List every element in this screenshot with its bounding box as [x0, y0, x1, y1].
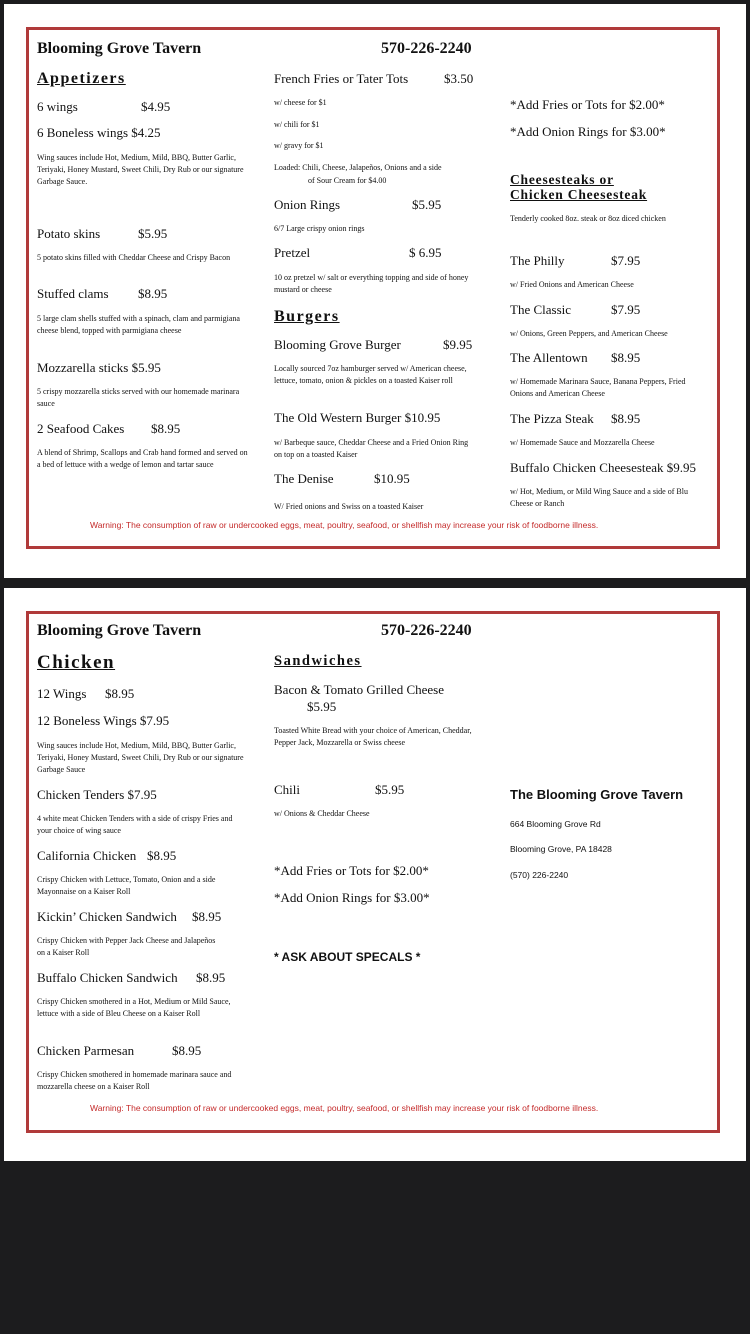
- item-12-wings: 12 Wings: [37, 686, 87, 701]
- mozzarella-sticks-desc: 5 crispy mozzarella sticks served with our homemade marinara sauce: [37, 387, 240, 408]
- loaded-line-2: of Sour Cream for $4.00: [308, 176, 387, 185]
- price-the-pizza-steak: $8.95: [611, 411, 641, 426]
- item-fries: French Fries or Tater Tots: [274, 71, 409, 86]
- option-gravy: w/ gravy for $1: [274, 141, 324, 150]
- food-safety-warning: Warning: The consumption of raw or undercooked eggs, meat, poultry, seafood, or shellfish may increase your risk of foodborne illness.: [90, 1103, 599, 1113]
- chicken-parmesan-desc: Crispy Chicken smothered in homemade marinara sauce and mozzarella cheese on a Kaiser Roll: [37, 1070, 232, 1091]
- tavern-address: 664 Blooming Grove Rd: [510, 819, 601, 829]
- price-pretzel: $ 6.95: [409, 245, 442, 260]
- tavern-city: Blooming Grove, PA 18428: [510, 844, 612, 854]
- item-old-western-burger: The Old Western Burger $10.95: [274, 410, 441, 425]
- add-fries-note: *Add Fries or Tots for $2.00*: [510, 97, 665, 112]
- price-fries: $3.50: [444, 71, 474, 86]
- item-blooming-grove-burger: Blooming Grove Burger: [274, 337, 401, 352]
- item-the-philly: The Philly: [510, 253, 565, 268]
- price-the-allentown: $8.95: [611, 350, 641, 365]
- price-the-philly: $7.95: [611, 253, 641, 268]
- item-onion-rings: Onion Rings: [274, 197, 341, 212]
- price-buffalo-chicken-sandwich: $8.95: [196, 970, 226, 985]
- the-allentown-desc: w/ Homemade Marinara Sauce, Banana Peppers, Fried Onions and American Cheese: [510, 377, 686, 398]
- price-chili: $5.95: [375, 782, 405, 797]
- price-blooming-grove-burger: $9.95: [443, 337, 473, 352]
- chili-desc: w/ Onions & Cheddar Cheese: [274, 809, 370, 818]
- phone-number: 570-226-2240: [381, 622, 472, 639]
- price-chicken-parmesan: $8.95: [172, 1043, 202, 1058]
- wing-sauces-desc: Wing sauces include Hot, Medium, Mild, BBQ, Butter Garlic, Teriyaki, Honey Mustard, Sweet Chili, Dry Rub or our signature Garbage Sauce: [37, 741, 244, 774]
- pretzel-desc: 10 oz pretzel w/ salt or everything topping and side of honey mustard or cheese: [274, 273, 469, 294]
- price-stuffed-clams: $8.95: [138, 286, 168, 301]
- wing-sauces-desc: Wing sauces include Hot, Medium, Mild, BBQ, Butter Garlic, Teriyaki, Honey Mustard, Sweet Chili, Dry Rub or our signature Garbage Sauce.: [37, 153, 244, 186]
- item-6-boneless-wings: 6 Boneless wings $4.25: [37, 125, 161, 140]
- loaded-line-1: Loaded: Chili, Cheese, Jalapeños, Onions and a side: [274, 163, 442, 172]
- item-seafood-cakes: 2 Seafood Cakes: [37, 421, 125, 436]
- cheesesteaks-desc: Tenderly cooked 8oz. steak or 8oz diced chicken: [510, 214, 666, 223]
- appetizers-heading: Appetizers: [37, 70, 126, 87]
- price-potato-skins: $5.95: [138, 226, 168, 241]
- item-mozzarella-sticks: Mozzarella sticks $5.95: [37, 360, 161, 375]
- item-kickin-chicken-sandwich: Kickin’ Chicken Sandwich: [37, 909, 177, 924]
- item-the-allentown: The Allentown: [510, 350, 588, 365]
- burgers-heading: Burgers: [274, 308, 340, 325]
- buffalo-chicken-cheesesteak-desc: w/ Hot, Medium, or Mild Wing Sauce and a side of Blu Cheese or Ranch: [510, 487, 688, 508]
- phone-number: 570-226-2240: [381, 40, 472, 57]
- item-potato-skins: Potato skins: [37, 226, 101, 241]
- the-classic-desc: w/ Onions, Green Peppers, and American Cheese: [510, 329, 668, 338]
- item-california-chicken: California Chicken: [37, 848, 137, 863]
- item-the-pizza-steak: The Pizza Steak: [510, 411, 594, 426]
- item-bacon-tomato-grilled-cheese: Bacon & Tomato Grilled Cheese: [274, 682, 444, 697]
- price-the-denise: $10.95: [374, 471, 410, 486]
- potato-skins-desc: 5 potato skins filled with Cheddar Cheese and Crispy Bacon: [37, 253, 231, 262]
- ask-about-specials: * ASK ABOUT SPECALS *: [274, 950, 421, 964]
- cheesesteaks-heading-line-1: Cheesesteaks or: [510, 172, 614, 187]
- item-chicken-tenders: Chicken Tenders $7.95: [37, 787, 157, 802]
- tavern-info-title: The Blooming Grove Tavern: [510, 787, 684, 802]
- sandwiches-heading: Sandwiches: [274, 653, 362, 669]
- option-chili: w/ chili for $1: [274, 120, 320, 129]
- the-philly-desc: w/ Fried Onions and American Cheese: [510, 280, 634, 289]
- stuffed-clams-desc: 5 large clam shells stuffed with a spinach, clam and parmigiana cheese blend, topped with parmigiana cheese: [37, 314, 240, 335]
- california-chicken-desc: Crispy Chicken with Lettuce, Tomato, Onion and a side Mayonnaise on a Kaiser Roll: [37, 875, 216, 896]
- old-western-burger-desc: w/ Barbeque sauce, Cheddar Cheese and a Fried Onion Ring on top on a toasted Kaiser: [274, 438, 469, 459]
- cheesesteaks-heading-line-2: Chicken Cheesesteak: [510, 187, 648, 202]
- item-buffalo-chicken-cheesesteak: Buffalo Chicken Cheesesteak $9.95: [510, 460, 697, 475]
- the-denise-desc: W/ Fried onions and Swiss on a toasted Kaiser: [274, 502, 424, 511]
- blooming-grove-burger-desc: Locally sourced 7oz hamburger served w/ American cheese, lettuce, tomato, onion & pickles on a toasted Kaiser roll: [274, 364, 467, 385]
- onion-rings-desc: 6/7 Large crispy onion rings: [274, 224, 365, 233]
- price-the-classic: $7.95: [611, 302, 641, 317]
- restaurant-name: Blooming Grove Tavern: [37, 622, 202, 639]
- add-onion-rings-note: *Add Onion Rings for $3.00*: [274, 890, 430, 905]
- item-12-boneless-wings: 12 Boneless Wings $7.95: [37, 713, 170, 728]
- restaurant-name: Blooming Grove Tavern: [37, 40, 202, 57]
- price-seafood-cakes: $8.95: [151, 421, 181, 436]
- item-6-wings: 6 wings: [37, 99, 78, 114]
- kickin-chicken-sandwich-desc: Crispy Chicken with Pepper Jack Cheese and Jalapeños on a Kaiser Roll: [37, 936, 216, 957]
- item-the-classic: The Classic: [510, 302, 572, 317]
- price-kickin-chicken-sandwich: $8.95: [192, 909, 222, 924]
- price-12-wings: $8.95: [105, 686, 135, 701]
- the-pizza-steak-desc: w/ Homemade Sauce and Mozzarella Cheese: [510, 438, 655, 447]
- item-pretzel: Pretzel: [274, 245, 311, 260]
- chicken-heading: Chicken: [37, 652, 116, 673]
- item-the-denise: The Denise: [274, 471, 334, 486]
- food-safety-warning: Warning: The consumption of raw or undercooked eggs, meat, poultry, seafood, or shellfish may increase your risk of foodborne illness.: [90, 520, 599, 530]
- price-california-chicken: $8.95: [147, 848, 177, 863]
- chicken-tenders-desc: 4 white meat Chicken Tenders with a side of crispy Fries and your choice of wing sauce: [37, 814, 233, 835]
- buffalo-chicken-sandwich-desc: Crispy Chicken smothered in a Hot, Medium or Mild Sauce, lettuce with a side of Bleu Cheese on a Kaiser Roll: [37, 997, 231, 1018]
- menu-page-2: [4, 588, 746, 1161]
- item-chicken-parmesan: Chicken Parmesan: [37, 1043, 135, 1058]
- price-onion-rings: $5.95: [412, 197, 442, 212]
- item-buffalo-chicken-sandwich: Buffalo Chicken Sandwich: [37, 970, 178, 985]
- option-cheese: w/ cheese for $1: [274, 98, 327, 107]
- item-chili: Chili: [274, 782, 301, 797]
- bacon-tomato-grilled-cheese-desc: Toasted White Bread with your choice of American, Cheddar, Pepper Jack, Mozzarella or Swiss cheese: [274, 726, 472, 747]
- tavern-phone: (570) 226-2240: [510, 870, 569, 880]
- add-onion-rings-note: *Add Onion Rings for $3.00*: [510, 124, 666, 139]
- menu-page-1: [4, 4, 746, 578]
- price-6-wings: $4.95: [141, 99, 171, 114]
- seafood-cakes-desc: A blend of Shrimp, Scallops and Crab hand formed and served on a bed of lettuce with a wedge of lemon and tartar sauce: [37, 448, 248, 469]
- price-bacon-tomato-grilled-cheese: $5.95: [307, 699, 337, 714]
- add-fries-note: *Add Fries or Tots for $2.00*: [274, 863, 429, 878]
- item-stuffed-clams: Stuffed clams: [37, 286, 109, 301]
